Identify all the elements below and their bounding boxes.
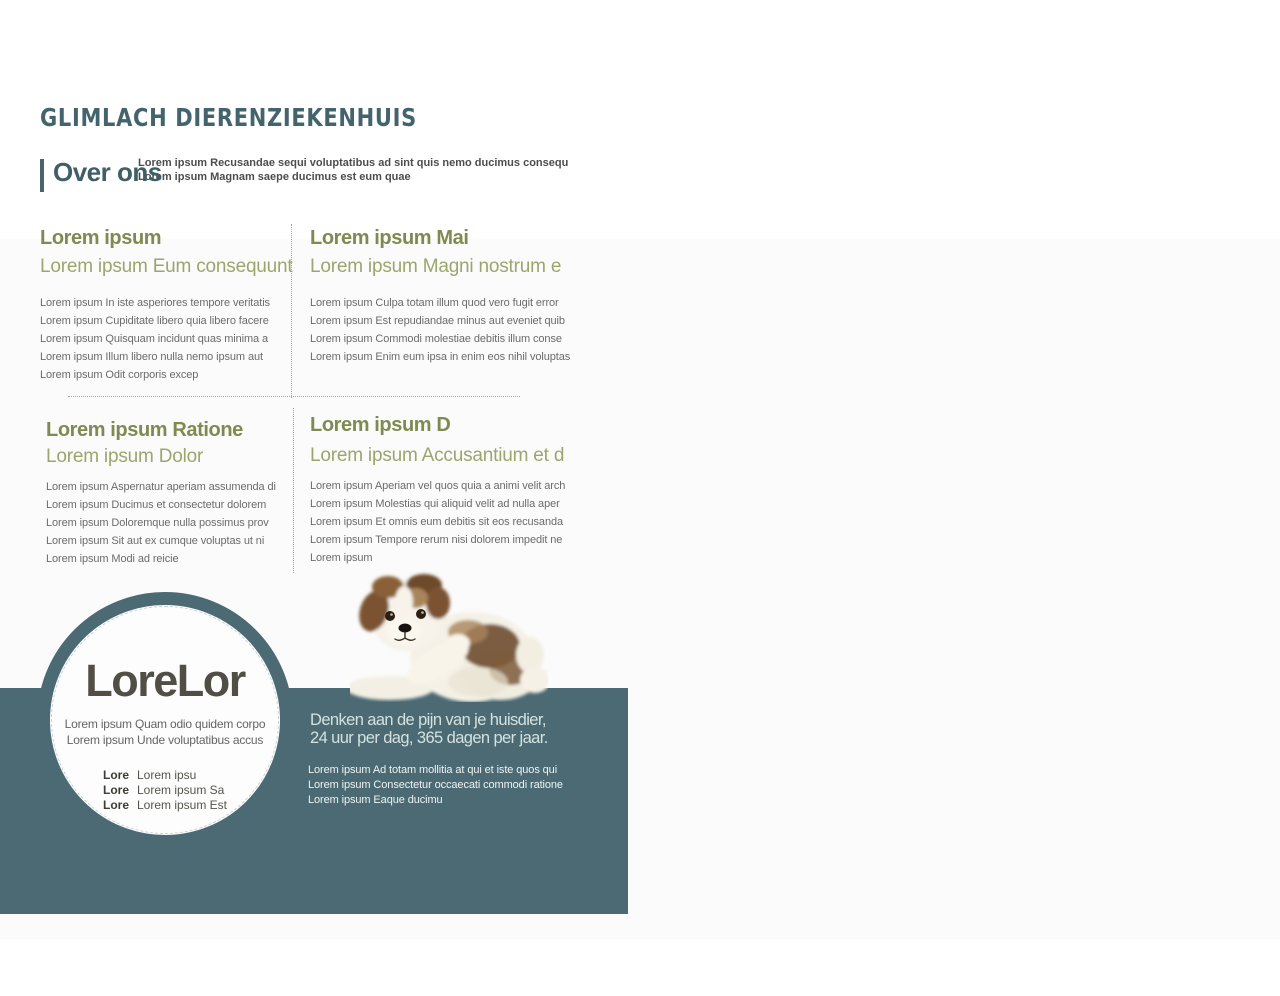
- badge-list: [103, 768, 227, 813]
- badge-description: [50, 717, 280, 748]
- intro-line: Lorem ipsum Recusandae sequi voluptatibus ad sint quis nemo ducimus consequ: [138, 157, 569, 169]
- service-body: [310, 294, 570, 366]
- badge-list-label: Lore: [102, 798, 129, 812]
- service-subheading: Lorem ipsum Eum consequunt: [40, 256, 293, 277]
- section-heading-label: Over ons: [53, 157, 162, 187]
- badge-desc-line: Lorem ipsum Quam odio quidem corpo: [64, 717, 266, 731]
- service-line: Lorem ipsum In iste asperiores tempore veritatis: [40, 297, 270, 309]
- service-line: Lorem ipsum Doloremque nulla possimus prov: [46, 517, 269, 529]
- service-line: Lorem ipsum Et omnis eum debitis sit eos recusanda: [310, 516, 564, 528]
- badge-list-label: Lore: [102, 768, 129, 782]
- heading-accent-bar: [40, 159, 44, 192]
- service-line: Lorem ipsum Enim eum ipsa in enim eos nihil voluptas: [310, 351, 571, 363]
- service-line: Lorem ipsum Aperiam vel quos quia a animi velit arch: [310, 480, 566, 492]
- service-subheading: Lorem ipsum Magni nostrum e: [310, 256, 562, 277]
- footer-headline: [310, 712, 548, 747]
- section-heading-overons: [40, 157, 162, 192]
- service-line: Lorem ipsum Commodi molestiae debitis illum conse: [310, 333, 562, 345]
- service-heading: Lorem ipsum Mai: [310, 227, 469, 249]
- footer-text-line: Lorem ipsum Ad totam mollitia at qui et iste quos qui: [308, 764, 558, 776]
- badge-list-label: Lore: [102, 783, 129, 797]
- intro-line: Lorem ipsum Magnam saepe ducimus est eum quae: [138, 170, 411, 183]
- service-subheading: Lorem ipsum Dolor: [46, 446, 204, 467]
- service-body: [40, 294, 293, 384]
- dotted-divider-vertical: [293, 408, 294, 573]
- service-line: Lorem ipsum Tempore rerum nisi dolorem impedit ne: [310, 534, 563, 546]
- page-title: GLIMLACH DIERENZIEKENHUIS: [40, 103, 417, 132]
- badge-title: LoreLor: [85, 655, 245, 706]
- service-line: Lorem ipsum: [310, 552, 373, 564]
- service-line: Lorem ipsum Molestias qui aliquid velit ad nulla aper: [310, 498, 560, 510]
- badge-circle: [37, 592, 293, 848]
- service-section-3: [46, 419, 276, 568]
- service-line: Lorem ipsum Quisquam incidunt quas minima a: [40, 333, 269, 345]
- service-line: Lorem ipsum Modi ad reicie: [46, 553, 179, 565]
- intro-text: [138, 157, 568, 184]
- badge-list-item: [103, 783, 227, 798]
- footer-text: [308, 763, 563, 808]
- service-section-2: [310, 227, 570, 366]
- service-line: Lorem ipsum Odit corporis excep: [40, 369, 199, 381]
- puppy-illustration: [350, 569, 548, 702]
- service-body: [310, 477, 565, 567]
- service-heading: Lorem ipsum: [40, 227, 162, 249]
- service-line: Lorem ipsum Cupiditate libero quia libero facere: [40, 315, 269, 327]
- service-subheading: Lorem ipsum Accusantium et d: [310, 445, 565, 466]
- footer-headline-line: 24 uur per dag, 365 dagen per jaar.: [310, 728, 548, 747]
- footer-headline-line: Denken aan de pijn van je huisdier,: [310, 711, 546, 729]
- service-heading: Lorem ipsum D: [310, 414, 451, 436]
- service-line: Lorem ipsum Illum libero nulla nemo ipsum aut: [40, 351, 263, 363]
- service-body: [46, 478, 276, 568]
- service-line: Lorem ipsum Ducimus et consectetur dolorem: [46, 499, 267, 511]
- badge-list-item: [103, 798, 227, 813]
- badge-list-value: Lorem ipsu: [136, 768, 197, 782]
- service-line: Lorem ipsum Sit aut ex cumque voluptas ut ni: [46, 535, 265, 547]
- service-line: Lorem ipsum Aspernatur aperiam assumenda di: [46, 481, 276, 493]
- badge-list-item: [103, 768, 227, 783]
- footer-text-line: Lorem ipsum Consectetur occaecati commodi ratione: [308, 779, 563, 791]
- badge-desc-line: Lorem ipsum Unde voluptatibus accus: [66, 732, 264, 747]
- badge-list-value: Lorem ipsum Sa: [136, 783, 225, 797]
- badge-content: [50, 605, 280, 835]
- service-line: Lorem ipsum Est repudiandae minus aut eveniet quib: [310, 315, 565, 327]
- service-section-1: [40, 227, 293, 384]
- dotted-divider-horizontal: [68, 396, 520, 397]
- service-line: Lorem ipsum Culpa totam illum quod vero fugit error: [310, 297, 559, 309]
- service-section-4: [310, 414, 565, 567]
- service-heading: Lorem ipsum Ratione: [46, 419, 243, 441]
- footer-text-line: Lorem ipsum Eaque ducimu: [308, 794, 443, 806]
- badge-list-value: Lorem ipsum Est: [136, 798, 228, 812]
